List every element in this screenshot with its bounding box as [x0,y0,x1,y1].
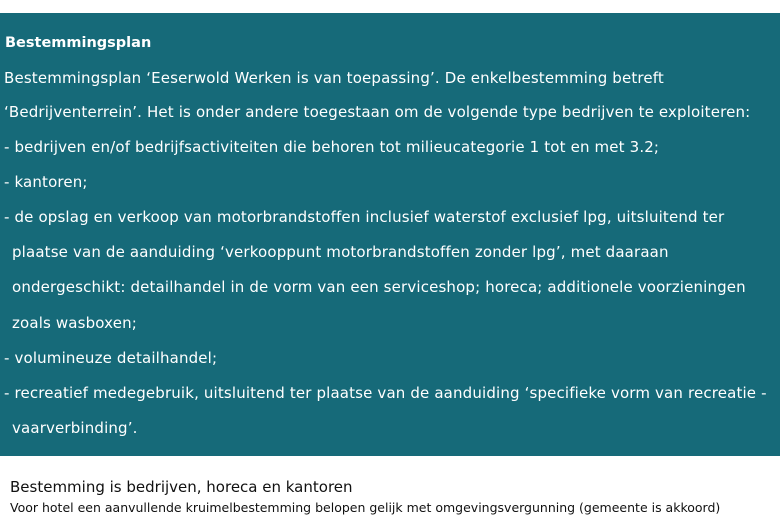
panel-list-item: - recreatief medegebruik, uitsluitend ter plaatse van de aanduiding ‘specifieke vorm van recreatie - [4,384,767,402]
caption-main: Bestemming is bedrijven, horeca en kantoren [10,478,353,496]
caption-sub: Voor hotel een aanvullende kruimelbestemming belopen gelijk met omgevingsvergunning (gemeente is akkoord) [10,500,721,515]
panel-list-item-continuation: zoals wasboxen; [12,314,137,332]
panel-heading: Bestemmingsplan [5,35,152,51]
panel-list-item: - volumineuze detailhandel; [4,349,218,367]
panel-list-item-continuation: ondergeschikt: detailhandel in de vorm van een serviceshop; horeca; additionele voorzieningen [12,278,746,296]
panel-list-item: - de opslag en verkoop van motorbrandstoffen inclusief waterstof exclusief lpg, uitsluitend ter [4,208,725,226]
panel-list-item: - kantoren; [4,173,88,191]
panel-list-item-continuation: plaatse van de aanduiding ‘verkooppunt motorbrandstoffen zonder lpg’, met daaraan [12,243,669,261]
panel-text-line: ‘Bedrijventerrein’. Het is onder andere toegestaan om de volgende type bedrijven te exploiteren: [4,103,751,121]
panel-text-line: Bestemmingsplan ‘Eeserwold Werken is van toepassing’. De enkelbestemming betreft [4,69,664,87]
panel-list-item: - bedrijven en/of bedrijfsactiviteiten die behoren tot milieucategorie 1 tot en met 3.2; [4,138,660,156]
zoning-plan-panel [0,13,780,456]
panel-list-item-continuation: vaarverbinding’. [12,419,138,437]
